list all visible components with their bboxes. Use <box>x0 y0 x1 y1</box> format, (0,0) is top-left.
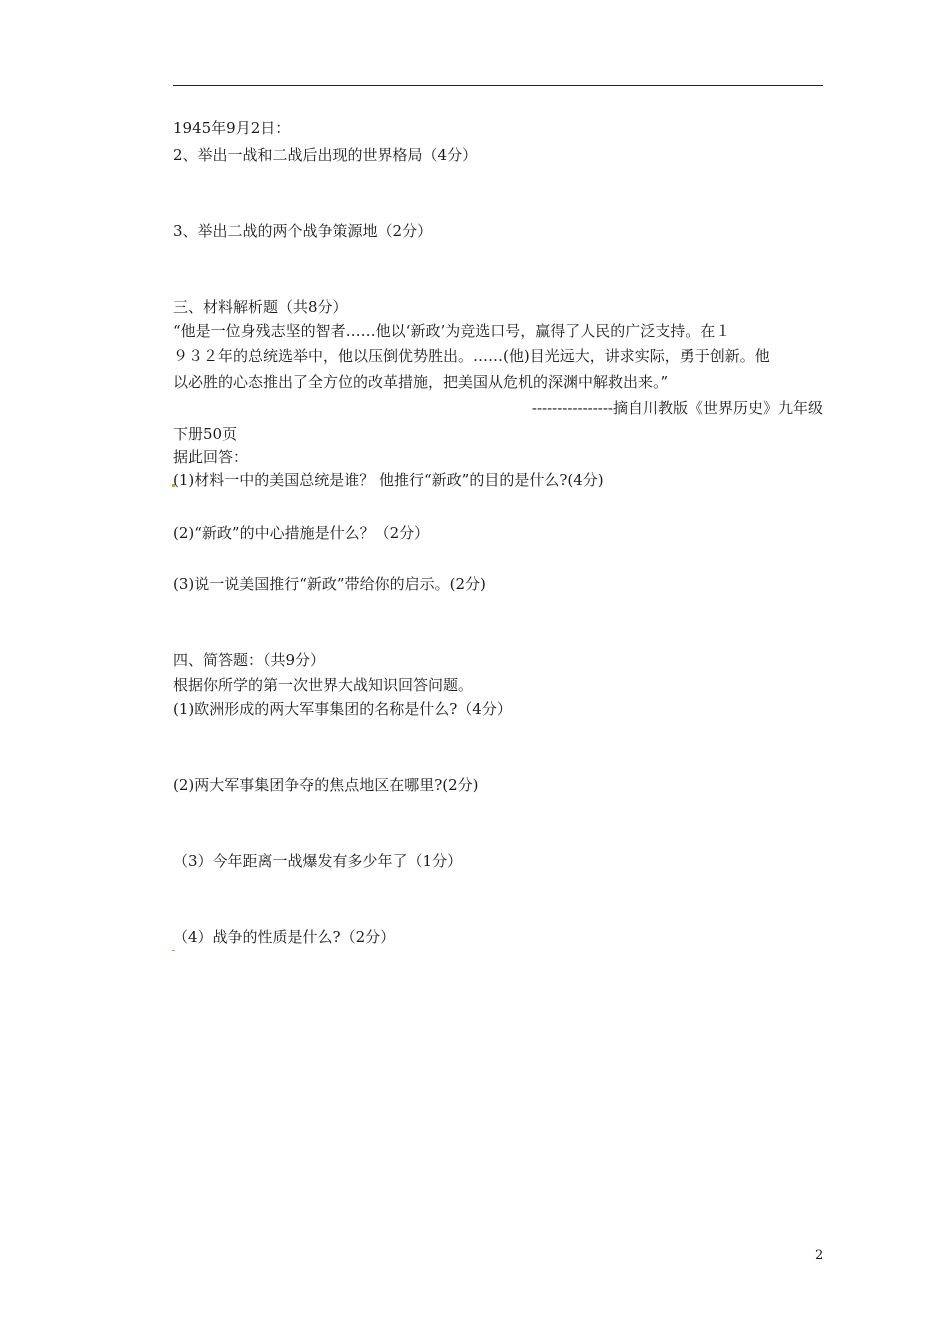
question-3: 3、举出二战的两个战争策源地（2分） <box>173 222 433 240</box>
section-3-question-3: (3)说一说美国推行“新政”带给你的启示。(2分) <box>173 575 486 593</box>
section-4-question-2: (2)两大军事集团争夺的焦点地区在哪里?(2分) <box>173 776 479 794</box>
page-number: 2 <box>815 1248 824 1263</box>
answer-intro: 据此回答： <box>173 448 249 466</box>
date-line: 1945年9月2日： <box>173 119 291 137</box>
header-rule <box>173 85 823 86</box>
section-3-question-1: (1)材料一中的美国总统是谁？ 他推行“新政”的目的是什么?(4分) <box>173 471 604 489</box>
stray-mark <box>172 950 175 951</box>
section-4-title: 四、简答题：（共9分） <box>173 651 326 669</box>
question-2: 2、举出一战和二战后出现的世界格局（4分） <box>173 146 478 164</box>
material-line-1: “他是一位身残志坚的智者……他以‘新政’为竞选口号，赢得了人民的广泛支持。在１ <box>173 322 731 340</box>
material-source-cont: 下册50页 <box>173 425 238 443</box>
material-line-3: 以必胜的心态推出了全方位的改革措施，把美国从危机的深渊中解救出来。” <box>173 373 669 391</box>
section-3-question-2: (2)“新政”的中心措施是什么？（2分） <box>173 524 430 542</box>
section-4-intro: 根据你所学的第一次世界大战知识回答问题。 <box>173 676 474 694</box>
section-4-question-4: （4）战争的性质是什么?（2分） <box>173 928 396 946</box>
section-4-question-3: （3）今年距离一战爆发有多少年了（1分） <box>173 852 463 870</box>
material-source: ----------------摘自川教版《世界历史》九年级 <box>531 399 823 417</box>
section-3-title: 三、材料解析题（共8分） <box>173 298 348 316</box>
material-line-2: ９３２年的总统选举中，他以压倒优势胜出。……(他)目光远大，讲求实际，勇于创新。他 <box>173 347 770 365</box>
section-4-question-1: (1)欧洲形成的两大军事集团的名称是什么?（4分） <box>173 700 512 718</box>
